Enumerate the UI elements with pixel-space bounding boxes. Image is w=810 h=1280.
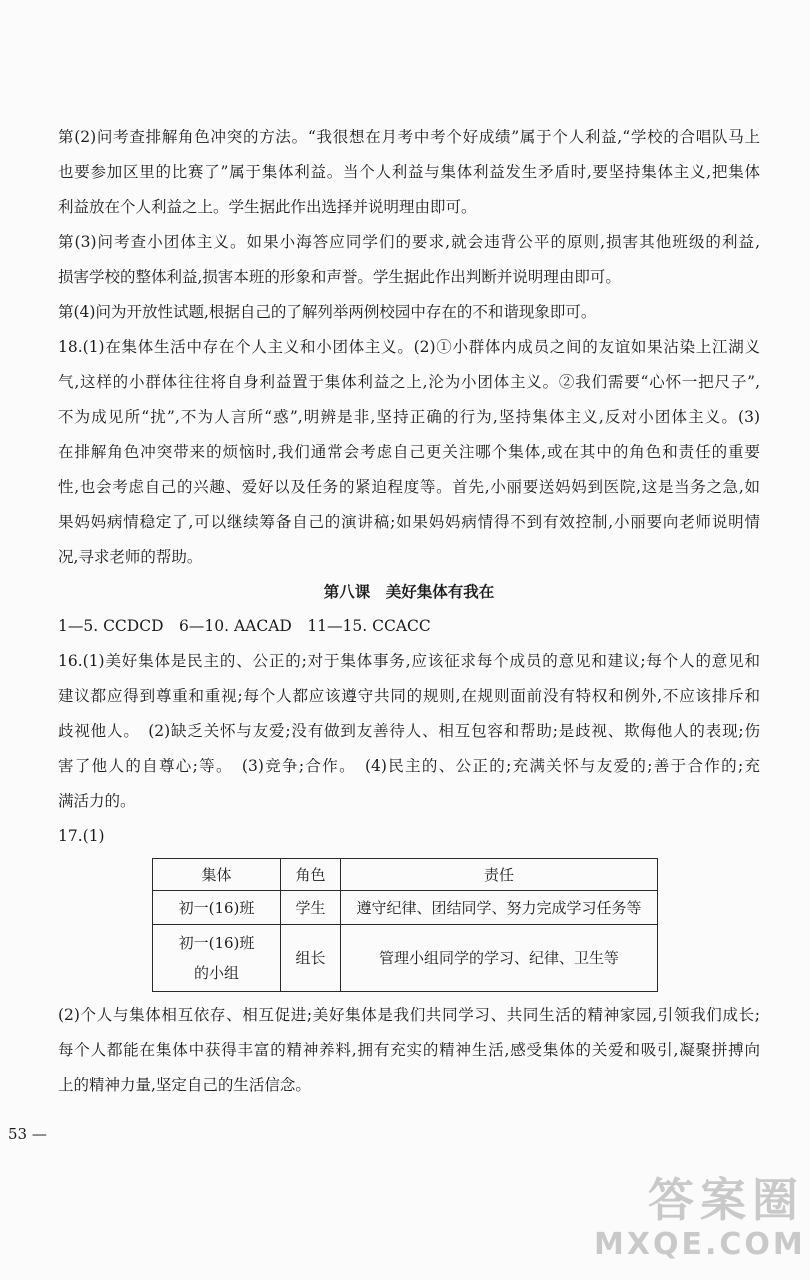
text-line: 建议都应得到尊重和重视;每个人都应该遵守共同的规则,在规则面前没有特权和例外,不应该排斥和 xyxy=(58,687,760,705)
table-cell: 组长 xyxy=(281,925,341,992)
text-line: 况,寻求老师的帮助。 xyxy=(58,548,203,566)
table-row xyxy=(153,925,658,992)
table-cell xyxy=(153,925,281,992)
text-line: 利益放在个人利益之上。学生据此作出选择并说明理由即可。 xyxy=(58,198,477,216)
text-line: 果妈妈病情稳定了,可以继续筹备自己的演讲稿;如果妈妈病情得不到有效控制,小丽要向老师说明情 xyxy=(58,513,760,531)
cell-line: 初一(16)班 xyxy=(178,934,255,952)
text-line: 不为成见所“扰”,不为人言所“惑”,明辨是非,坚持正确的行为,坚持集体主义,反对小团体主义。(3) xyxy=(58,408,760,426)
text-line: 第(2)问考查排解角色冲突的方法。“我很想在月考中考个好成绩”属于个人利益,“学校的合唱队马上 xyxy=(58,128,760,146)
text-line: 也要参加区里的比赛了”属于集体利益。当个人利益与集体利益发生矛盾时,要坚持集体主义,把集体 xyxy=(58,163,760,181)
table-cell: 遵守纪律、团结同学、努力完成学习任务等 xyxy=(341,891,658,925)
watermark-url: MXQE.COM xyxy=(594,1227,806,1262)
page-content xyxy=(58,120,760,1103)
page-number: 53 — xyxy=(8,1125,47,1143)
text-line: 上的精神力量,坚定自己的生活信念。 xyxy=(58,1076,311,1094)
text-line: 每个人都能在集体中获得丰富的精神养料,拥有充实的精神生活,感受集体的关爱和吸引,凝聚拼搏向 xyxy=(58,1041,760,1059)
watermark-logo xyxy=(594,1172,804,1272)
text-line: 害了他人的自尊心;等。 (3)竞争;合作。 (4)民主的、公正的;充满关怀与友爱的;善于合作的;充 xyxy=(58,757,760,775)
text-line: 在排解角色冲突带来的烦恼时,我们通常会考虑自己更关注哪个集体,或在其中的角色和责任的重要 xyxy=(58,443,760,461)
text-line: 第(3)问考查小团体主义。如果小海答应同学们的要求,就会违背公平的原则,损害其他班级的利益, xyxy=(58,233,760,251)
text-line: 歧视他人。 (2)缺乏关怀与友爱;没有做到友善待人、相互包容和帮助;是歧视、欺侮他人的表现;伤 xyxy=(58,722,760,740)
text-line: 损害学校的整体利益,损害本班的形象和声誉。学生据此作出判断并说明理由即可。 xyxy=(58,268,621,286)
role-table xyxy=(152,858,658,992)
text-line: 第(4)问为开放性试题,根据自己的了解列举两例校园中存在的不和谐现象即可。 xyxy=(58,303,597,321)
text-line: 性,也会考虑自己的兴趣、爱好以及任务的紧迫程度等。首先,小丽要送妈妈到医院,这是当务之急,如 xyxy=(58,478,760,496)
text-line: 16.(1)美好集体是民主的、公正的;对于集体事务,应该征求每个成员的意见和建议;每个人的意见和 xyxy=(58,652,760,670)
text-line: (2)个人与集体相互依存、相互促进;美好集体是我们共同学习、共同生活的精神家园,引领我们成长; xyxy=(58,1006,760,1024)
answer-key-line: 1—5. CCDCD 6—10. AACAD 11—15. CCACC xyxy=(58,617,431,635)
question-label: 17.(1) xyxy=(58,827,105,845)
table-header: 责任 xyxy=(341,859,658,891)
table-cell: 学生 xyxy=(281,891,341,925)
text-line: 气,这样的小群体往往将自身利益置于集体利益之上,沦为小团体主义。②我们需要“心怀一把尺子”, xyxy=(58,373,760,391)
table-cell: 管理小组同学的学习、纪律、卫生等 xyxy=(341,925,658,992)
table-row xyxy=(153,891,658,925)
table-cell: 初一(16)班 xyxy=(153,891,281,925)
text-line: 满活力的。 xyxy=(58,792,136,810)
text-line: 18.(1)在集体生活中存在个人主义和小团体主义。(2)①小群体内成员之间的友谊如果沾染上江湖义 xyxy=(58,338,760,356)
cell-line: 的小组 xyxy=(193,964,239,982)
table-header: 集体 xyxy=(153,859,281,891)
lesson-title: 第八课 美好集体有我在 xyxy=(323,583,495,601)
watermark-text: 答案圈 xyxy=(648,1173,804,1227)
table-header: 角色 xyxy=(281,859,341,891)
